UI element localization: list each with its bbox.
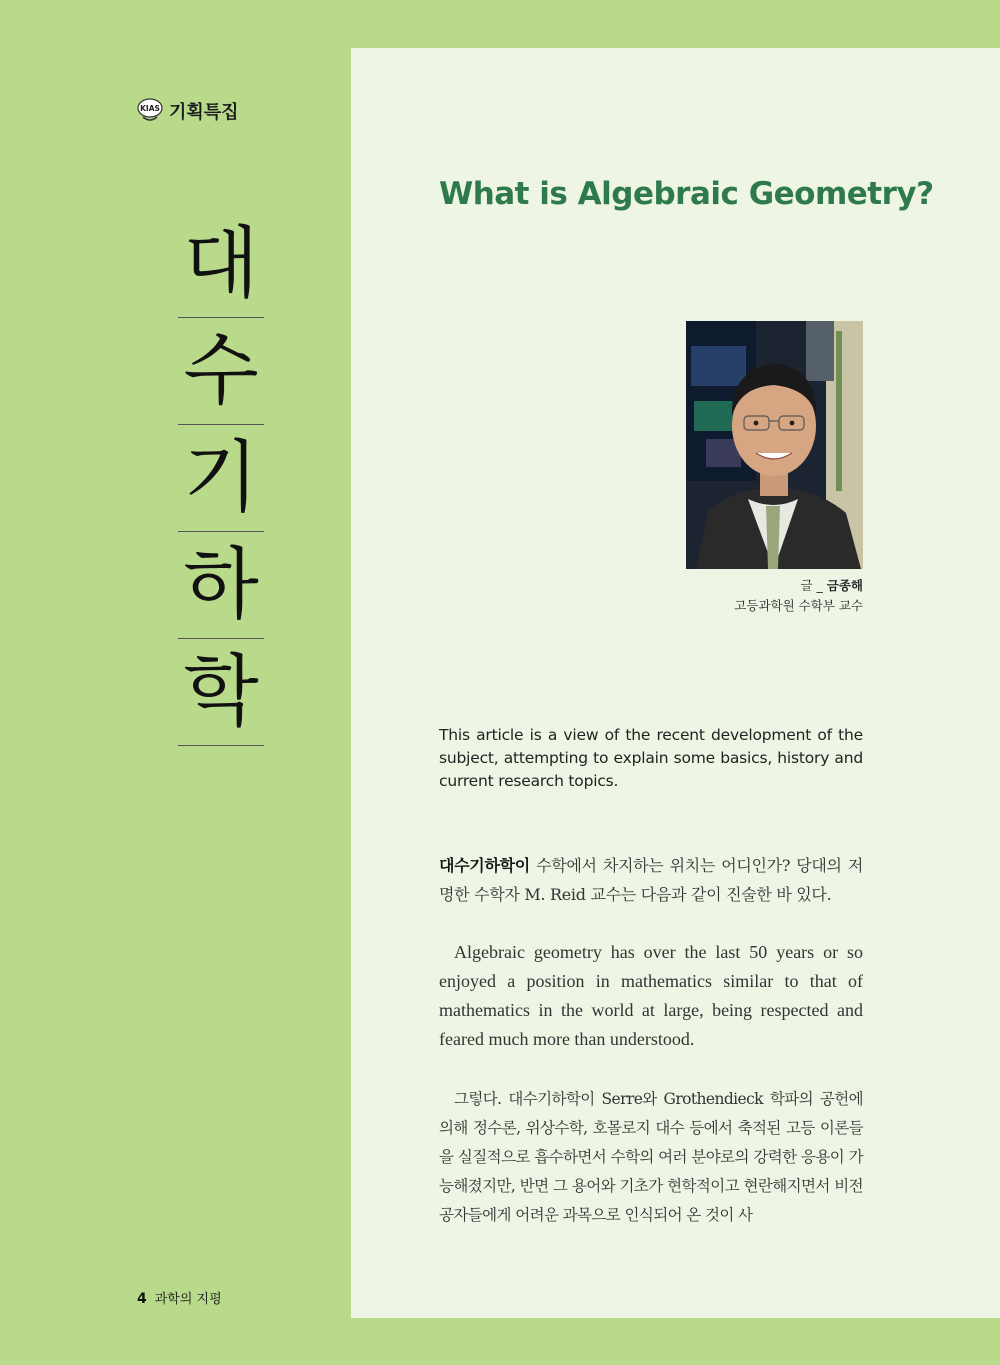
paragraph-3: 그렇다. 대수기하학이 Serre와 Grothendieck 학파의 공헌에 의해 정수론, 위상수학, 호몰로지 대수 등에서 축적된 고등 이론들을 실질적으로 흡수하면서 수학의 여러 분야로의 강력한 응용이 가능해졌지만, 반면 그 용어와 기초가 현학적이고 현란해지면서 비전공자들에게 어려운 과목으로 인식되어 온 것이 사	[439, 1090, 863, 1224]
paragraph-1-text: 수학에서 차지하는 위치는 어디인가? 당대의 저명한 수학자 M. Reid 교수는 다음과 같이 진술한 바 있다.	[439, 856, 863, 904]
author-photo	[686, 321, 863, 569]
vertical-title-char: 기	[178, 425, 264, 532]
author-line	[700, 576, 863, 596]
svg-text:KIAS: KIAS	[140, 104, 160, 113]
abstract: This article is a view of the recent development of the subject, attempting to explain some basics, history and current research topics.	[439, 726, 863, 790]
page-footer	[137, 1288, 222, 1307]
byline	[700, 576, 863, 616]
vertical-title-char: 학	[178, 639, 264, 746]
section-tag	[137, 98, 239, 124]
paragraph-1	[439, 851, 863, 909]
byline-prefix: 글 _	[800, 578, 827, 593]
vertical-title-char: 수	[178, 318, 264, 425]
vertical-title	[178, 210, 264, 746]
section-label: 기획특집	[169, 102, 239, 123]
vertical-title-char: 대	[178, 210, 264, 318]
author-affiliation: 고등과학원 수학부 교수	[734, 598, 863, 613]
paragraph-lead: 대수기하학이	[439, 856, 530, 875]
quote-paragraph: Algebraic geometry has over the last 50 years or so enjoyed a position in mathematics similar to that of mathematics in the world at large, being respected and feared much more than understood.	[439, 942, 863, 1049]
kias-logo	[137, 98, 163, 124]
magazine-name: 과학의 지평	[154, 1292, 222, 1307]
article-title: What is Algebraic Geometry?	[439, 176, 934, 212]
author-name: 금종해	[826, 578, 863, 593]
page-number: 4	[137, 1291, 147, 1307]
vertical-title-char: 하	[178, 532, 264, 639]
